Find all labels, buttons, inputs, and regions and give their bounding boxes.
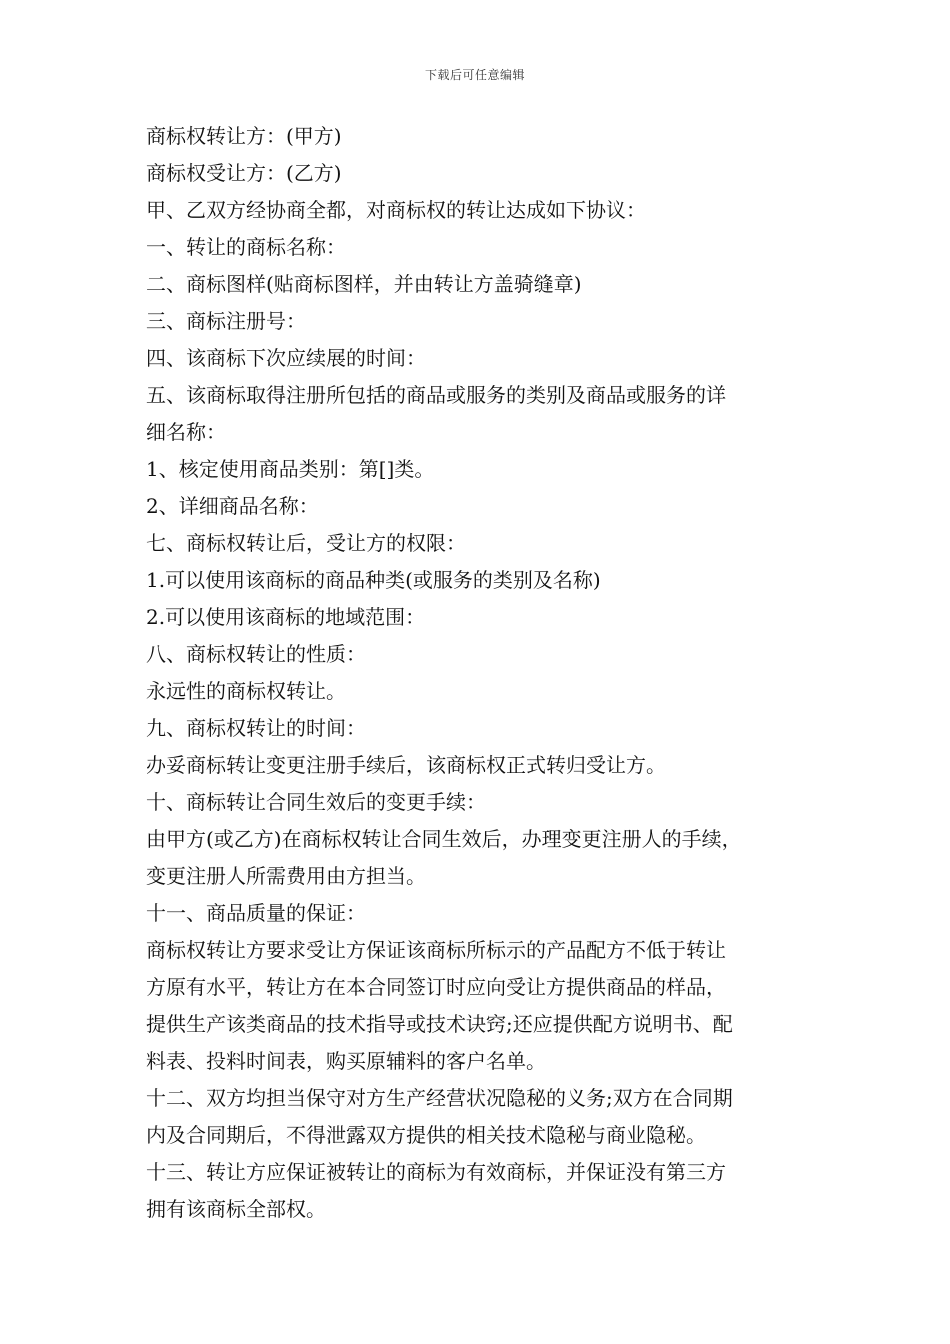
line-clause-11-body-2: 方原有水平，转让方在本合同签订时应向受让方提供商品的样品， bbox=[146, 975, 726, 999]
line-clause-3: 三、商标注册号： bbox=[146, 309, 306, 333]
line-clause-5-item-2: 2、详细商品名称： bbox=[146, 494, 319, 518]
line-clause-13-cont: 拥有该商标全部权。 bbox=[146, 1197, 326, 1221]
line-clause-7-item-1: 1.可以使用该商标的商品种类(或服务的类别及名称) bbox=[146, 568, 601, 592]
line-clause-9: 九、商标权转让的时间： bbox=[146, 716, 366, 740]
line-clause-13: 十三、转让方应保证被转让的商标为有效商标，并保证没有第三方 bbox=[146, 1160, 726, 1184]
line-buyer: 商标权受让方：(乙方) bbox=[146, 161, 342, 185]
line-clause-2: 二、商标图样(贴商标图样，并由转让方盖骑缝章) bbox=[146, 272, 582, 296]
line-clause-10: 十、商标转让合同生效后的变更手续： bbox=[146, 790, 486, 814]
line-clause-7: 七、商标权转让后，受让方的权限： bbox=[146, 531, 466, 555]
line-clause-11-body-4: 料表、投料时间表，购买原辅料的客户名单。 bbox=[146, 1049, 546, 1073]
line-clause-8: 八、商标权转让的性质： bbox=[146, 642, 366, 666]
line-clause-5: 五、该商标取得注册所包括的商品或服务的类别及商品或服务的详 bbox=[146, 383, 726, 407]
line-clause-11-body-3: 提供生产该类商品的技术指导或技术诀窍;还应提供配方说明书、配 bbox=[146, 1012, 733, 1036]
line-clause-12: 十二、双方均担当保守对方生产经营状况隐秘的义务;双方在合同期 bbox=[146, 1086, 733, 1110]
line-clause-5-cont: 细名称： bbox=[146, 420, 226, 444]
line-clause-4: 四、该商标下次应续展的时间： bbox=[146, 346, 426, 370]
line-clause-8-body: 永远性的商标权转让。 bbox=[146, 679, 346, 703]
line-clause-5-item-1: 1、核定使用商品类别：第[]类。 bbox=[146, 457, 435, 481]
line-agreement-intro: 甲、乙双方经协商全都，对商标权的转让达成如下协议： bbox=[146, 198, 646, 222]
line-clause-10-body: 由甲方(或乙方)在商标权转让合同生效后，办理变更注册人的手续， bbox=[146, 827, 742, 851]
document-body bbox=[146, 118, 816, 1228]
header-note: 下载后可任意编辑 bbox=[424, 68, 525, 82]
line-clause-7-item-2: 2.可以使用该商标的地域范围： bbox=[146, 605, 426, 629]
line-clause-1: 一、转让的商标名称： bbox=[146, 235, 346, 259]
line-seller: 商标权转让方：(甲方) bbox=[146, 124, 342, 148]
line-clause-11-body-1: 商标权转让方要求受让方保证该商标所标示的产品配方不低于转让 bbox=[146, 938, 726, 962]
line-clause-11: 十一、商品质量的保证： bbox=[146, 901, 366, 925]
line-clause-9-body: 办妥商标转让变更注册手续后，该商标权正式转归受让方。 bbox=[146, 753, 666, 777]
line-clause-12-cont: 内及合同期后，不得泄露双方提供的相关技术隐秘与商业隐秘。 bbox=[146, 1123, 706, 1147]
line-clause-10-body-cont: 变更注册人所需费用由方担当。 bbox=[146, 864, 426, 888]
